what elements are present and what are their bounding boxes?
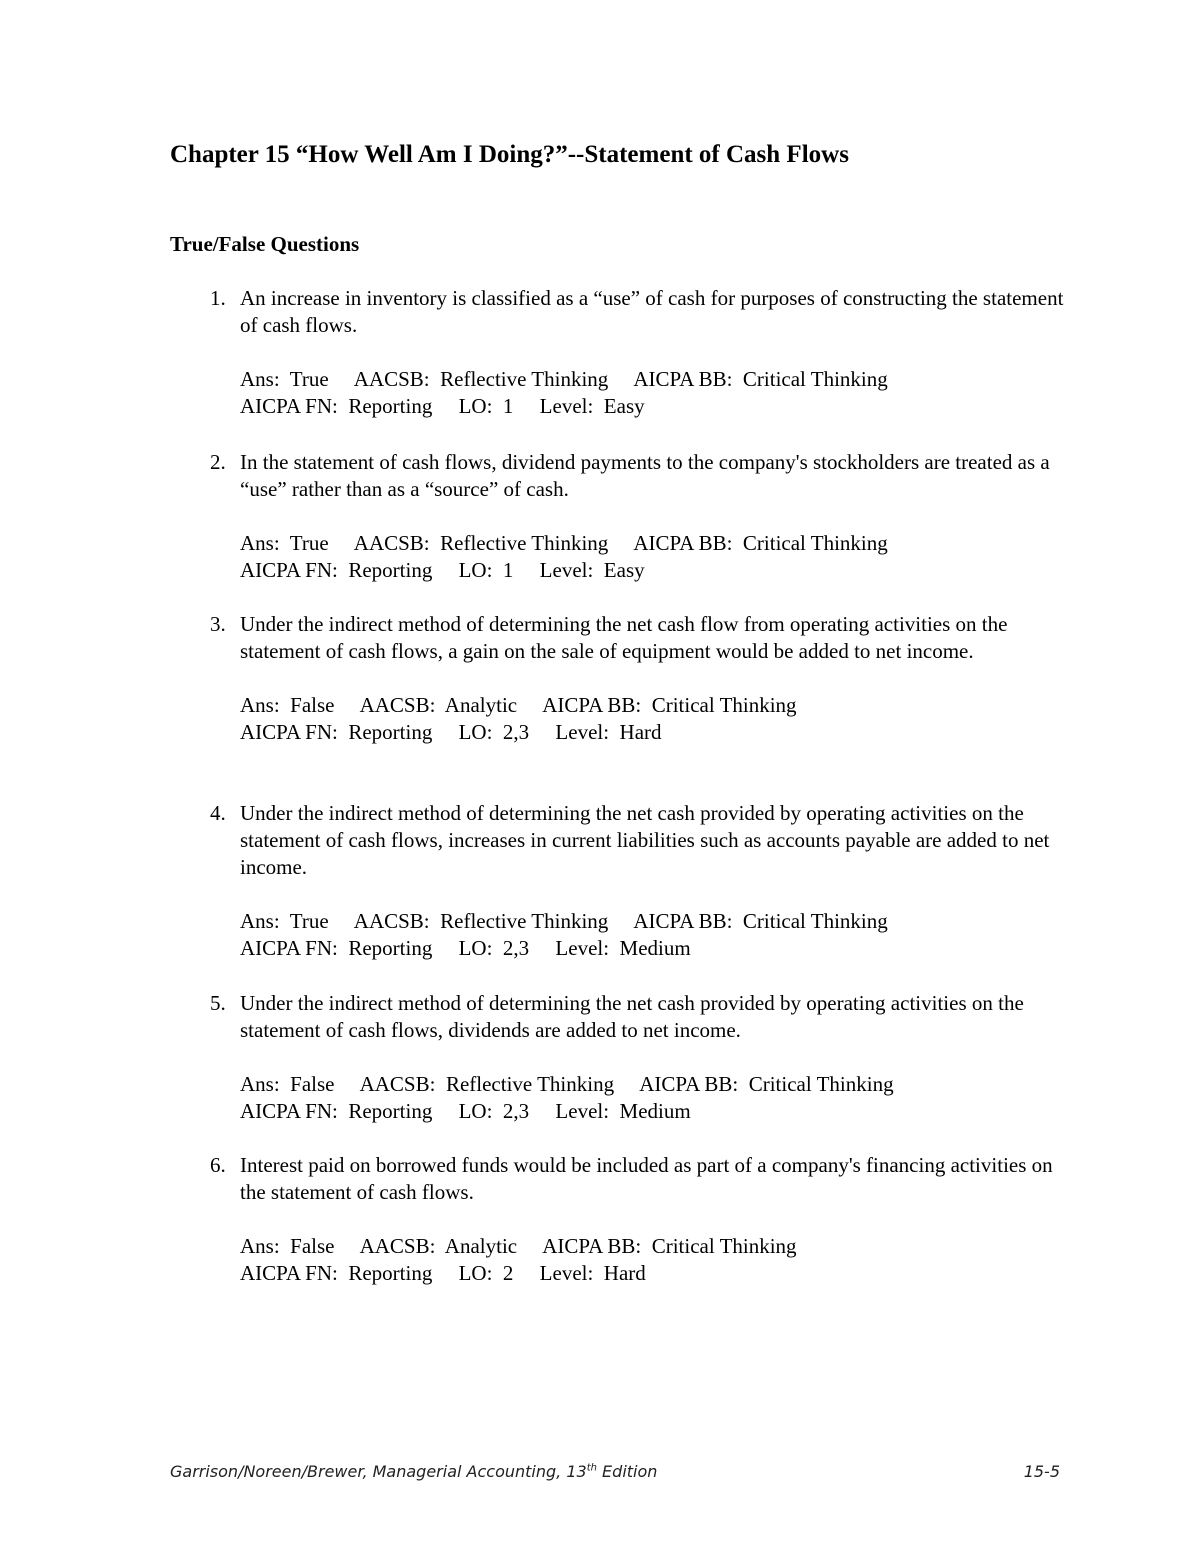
- question-text: An increase in inventory is classified as a “use” of cash for purposes of constructing the statement of cash flows.: [240, 286, 1064, 337]
- question-item: [210, 800, 1070, 962]
- question-item: [210, 449, 1070, 584]
- answer-line: Ans: False AACSB: Analytic AICPA BB: Critical Thinking: [240, 693, 797, 717]
- question-number: 1.: [210, 286, 226, 310]
- question-number: 2.: [210, 450, 226, 474]
- question-item: [210, 285, 1070, 420]
- page-number: 15-5: [1023, 1462, 1060, 1481]
- classification-line: AICPA FN: Reporting LO: 2 Level: Hard: [240, 1261, 646, 1285]
- section-heading: True/False Questions: [170, 232, 360, 256]
- question-item: [210, 611, 1070, 746]
- classification-line: AICPA FN: Reporting LO: 2,3 Level: Medium: [240, 1099, 691, 1123]
- question-number: 6.: [210, 1153, 226, 1177]
- classification-line: AICPA FN: Reporting LO: 1 Level: Easy: [240, 558, 645, 582]
- answer-metadata: [240, 530, 1070, 584]
- footer-book-title: Garrison/Noreen/Brewer, Managerial Accounting, 13: [170, 1462, 587, 1481]
- question-text: In the statement of cash flows, dividend payments to the company's stockholders are treated as a “use” rather than as a “source” of cash.: [240, 450, 1050, 501]
- classification-line: AICPA FN: Reporting LO: 1 Level: Easy: [240, 394, 645, 418]
- footer-edition: Edition: [596, 1462, 658, 1481]
- answer-metadata: [240, 1071, 1070, 1125]
- answer-metadata: [240, 908, 1070, 962]
- classification-line: AICPA FN: Reporting LO: 2,3 Level: Hard: [240, 720, 662, 744]
- answer-metadata: [240, 366, 1070, 420]
- question-number: 5.: [210, 991, 226, 1015]
- question-text: Under the indirect method of determining the net cash provided by operating activities on the statement of cash flows, dividends are added to net income.: [240, 991, 1024, 1042]
- question-text: Under the indirect method of determining the net cash provided by operating activities on the statement of cash flows, increases in current liabilities such as accounts payable are added to net income.: [240, 801, 1050, 879]
- answer-line: Ans: False AACSB: Analytic AICPA BB: Critical Thinking: [240, 1234, 797, 1258]
- classification-line: AICPA FN: Reporting LO: 2,3 Level: Medium: [240, 936, 691, 960]
- footer-citation: [170, 1462, 657, 1481]
- question-number: 4.: [210, 801, 226, 825]
- answer-line: Ans: True AACSB: Reflective Thinking AICPA BB: Critical Thinking: [240, 909, 888, 933]
- question-item: [210, 1152, 1070, 1287]
- question-text: Interest paid on borrowed funds would be included as part of a company's financing activities on the statement of cash flows.: [240, 1153, 1053, 1204]
- question-number: 3.: [210, 612, 226, 636]
- answer-line: Ans: True AACSB: Reflective Thinking AICPA BB: Critical Thinking: [240, 367, 888, 391]
- footer-superscript: th: [586, 1462, 597, 1474]
- answer-metadata: [240, 1233, 1070, 1287]
- answer-metadata: [240, 692, 1070, 746]
- question-text: Under the indirect method of determining the net cash flow from operating activities on the statement of cash flows, a gain on the sale of equipment would be added to net income.: [240, 612, 1008, 663]
- answer-line: Ans: True AACSB: Reflective Thinking AICPA BB: Critical Thinking: [240, 531, 888, 555]
- answer-line: Ans: False AACSB: Reflective Thinking AICPA BB: Critical Thinking: [240, 1072, 894, 1096]
- question-item: [210, 990, 1070, 1125]
- chapter-title: Chapter 15 “How Well Am I Doing?”--Statement of Cash Flows: [170, 141, 849, 168]
